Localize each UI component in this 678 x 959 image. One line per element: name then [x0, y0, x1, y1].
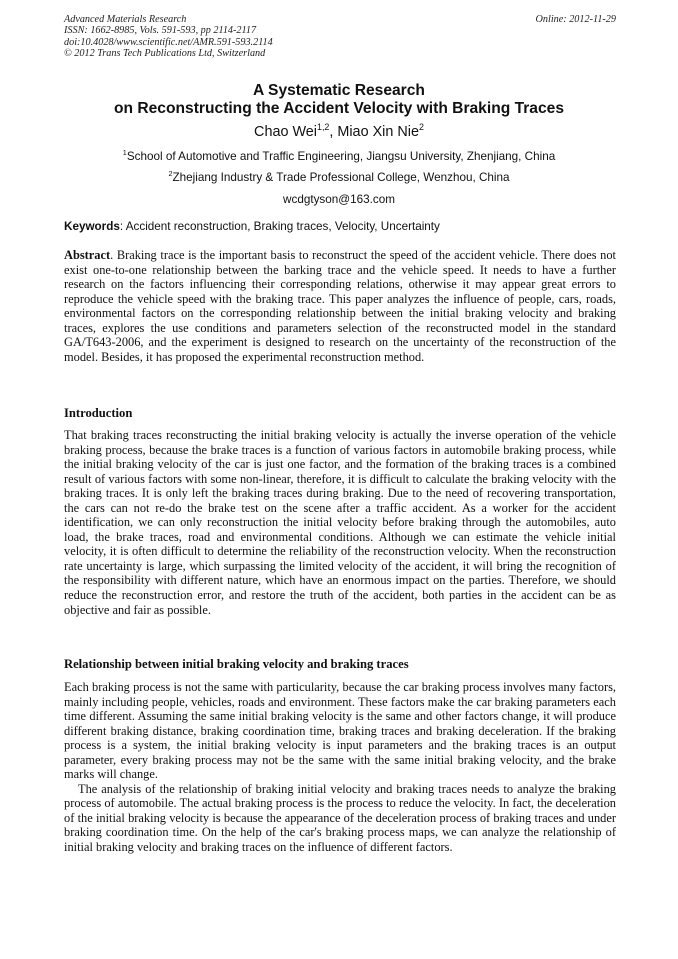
affiliation-2-text: Zhejiang Industry & Trade Professional College, Wenzhou, China: [172, 171, 510, 184]
keywords-text: : Accident reconstruction, Braking traces, Velocity, Uncertainty: [119, 220, 440, 233]
affiliation-1-text: School of Automotive and Traffic Engineering, Jiangsu University, Zhenjiang, China: [126, 150, 556, 163]
online-date: Online: 2012-11-29: [535, 14, 616, 25]
title-line-2: on Reconstructing the Accident Velocity with Braking Traces: [113, 100, 564, 117]
relationship-section: [64, 680, 616, 855]
doi-line: doi:10.4028/www.scientific.net/AMR.591-593.2114: [64, 36, 273, 48]
abstract: [64, 248, 616, 364]
author-email: wcdgtyson@163.com: [283, 193, 395, 206]
keywords: [64, 220, 616, 234]
abstract-label: Abstract: [64, 248, 111, 262]
section-heading-relationship: Relationship between initial braking velocity and braking traces: [64, 657, 409, 671]
keywords-label: Keywords: [64, 220, 120, 233]
author-2-affiliation: 2: [418, 122, 424, 133]
affiliation-2: [0, 171, 678, 185]
affiliation-1: [0, 150, 678, 164]
author-2: Miao Xin Nie: [337, 124, 419, 140]
author-1: Chao Wei: [254, 124, 317, 140]
issn-line: ISSN: 1662-8985, Vols. 591-593, pp 2114-2117: [64, 25, 257, 37]
affiliation-1-mark: 1: [122, 148, 127, 158]
journal-name: Advanced Materials Research: [64, 14, 187, 25]
abstract-text: . Braking trace is the important basis to reconstruct the speed of the accident vehicle. There does not exist one-to-one relationship between the barking trace and the vehicle speed. It needs to have a further research on the factors influencing their corresponding relations, otherwise it may appear great errors to reproduce the vehicle speed with the braking trace. This paper analyzes the influence of people, cars, roads, environmental factors on the corresponding relationship between the initial braking velocity and braking traces, explores the use conditions and parameters selection of the reconstructed model in the standard GA/T643-2006, and the experiment is designed to research on the uncertainty of the reconstruction of the model. Besides, it has proposed the experimental reconstruction method.: [64, 248, 616, 364]
paper-title: [0, 82, 678, 118]
introduction-paragraph: That braking traces reconstructing the initial braking velocity is actually the inverse operation of the vehicle braking process, because the brake traces is a function of various factors in automobile braking process, while the initial braking velocity of the car is just one factor, and the formation of the braking traces is a combined result of various factors with some non-linear, therefore, it is difficult to calculate the braking velocity with the braking traces. It is only left the braking traces during braking. Due to the need of recovering transportation, the cars can not re-do the brake test on the scene after a traffic accident. As a worker for the accident identification, we can only reconstruction the initial velocity before braking through the automobiles, auto load, the brake traces, road and environmental conditions. Although we can estimate the vehicle initial velocity, it is often difficult to determine the reliability of the reconstruction velocity. When the reconstruction rate uncertainty is large, which surpassing the limited velocity of the accident, it will bring the recognition of the responsibility with different nature, which have an enormous impact on the parties. Therefore, we should reduce the reconstruction error, and restore the truth of the accident, both parties in the accident can be as objective and fair as possible.: [64, 428, 616, 617]
affiliation-2-mark: 2: [168, 169, 173, 179]
journal-header: [64, 14, 616, 60]
copyright-line: © 2012 Trans Tech Publications Ltd, Switzerland: [64, 48, 266, 60]
author-list: [0, 124, 678, 141]
relationship-paragraph-1: Each braking process is not the same with particularity, because the car braking process involves many factors, mainly including people, vehicles, roads and environment. These factors make the car braking parameters each time different. Assuming the same initial braking velocity is the same and other factors change, it will produce different braking distance, braking coordination time, braking traces and braking deceleration. If the braking process is a system, the initial braking velocity is input parameters and the braking traces is an output parameter, every braking process may not be the same with the same initial braking velocity, and the brake marks will change.: [64, 680, 616, 782]
author-1-affiliation: 1,2: [316, 122, 330, 133]
title-line-1: A Systematic Research: [253, 82, 425, 99]
relationship-paragraph-2: The analysis of the relationship of braking initial velocity and braking traces needs to analyze the braking process of automobile. The actual braking process is the process to reduce the velocity. In fact, the deceleration of the initial braking velocity is because the appearance of the deceleration process of braking traces and under braking coordination time. On the help of the car's braking process maps, we can analyze the relationship of initial braking velocity and braking traces on the influence of different factors.: [64, 781, 616, 855]
author-separator: ,: [329, 124, 338, 140]
section-heading-introduction: Introduction: [64, 406, 133, 420]
